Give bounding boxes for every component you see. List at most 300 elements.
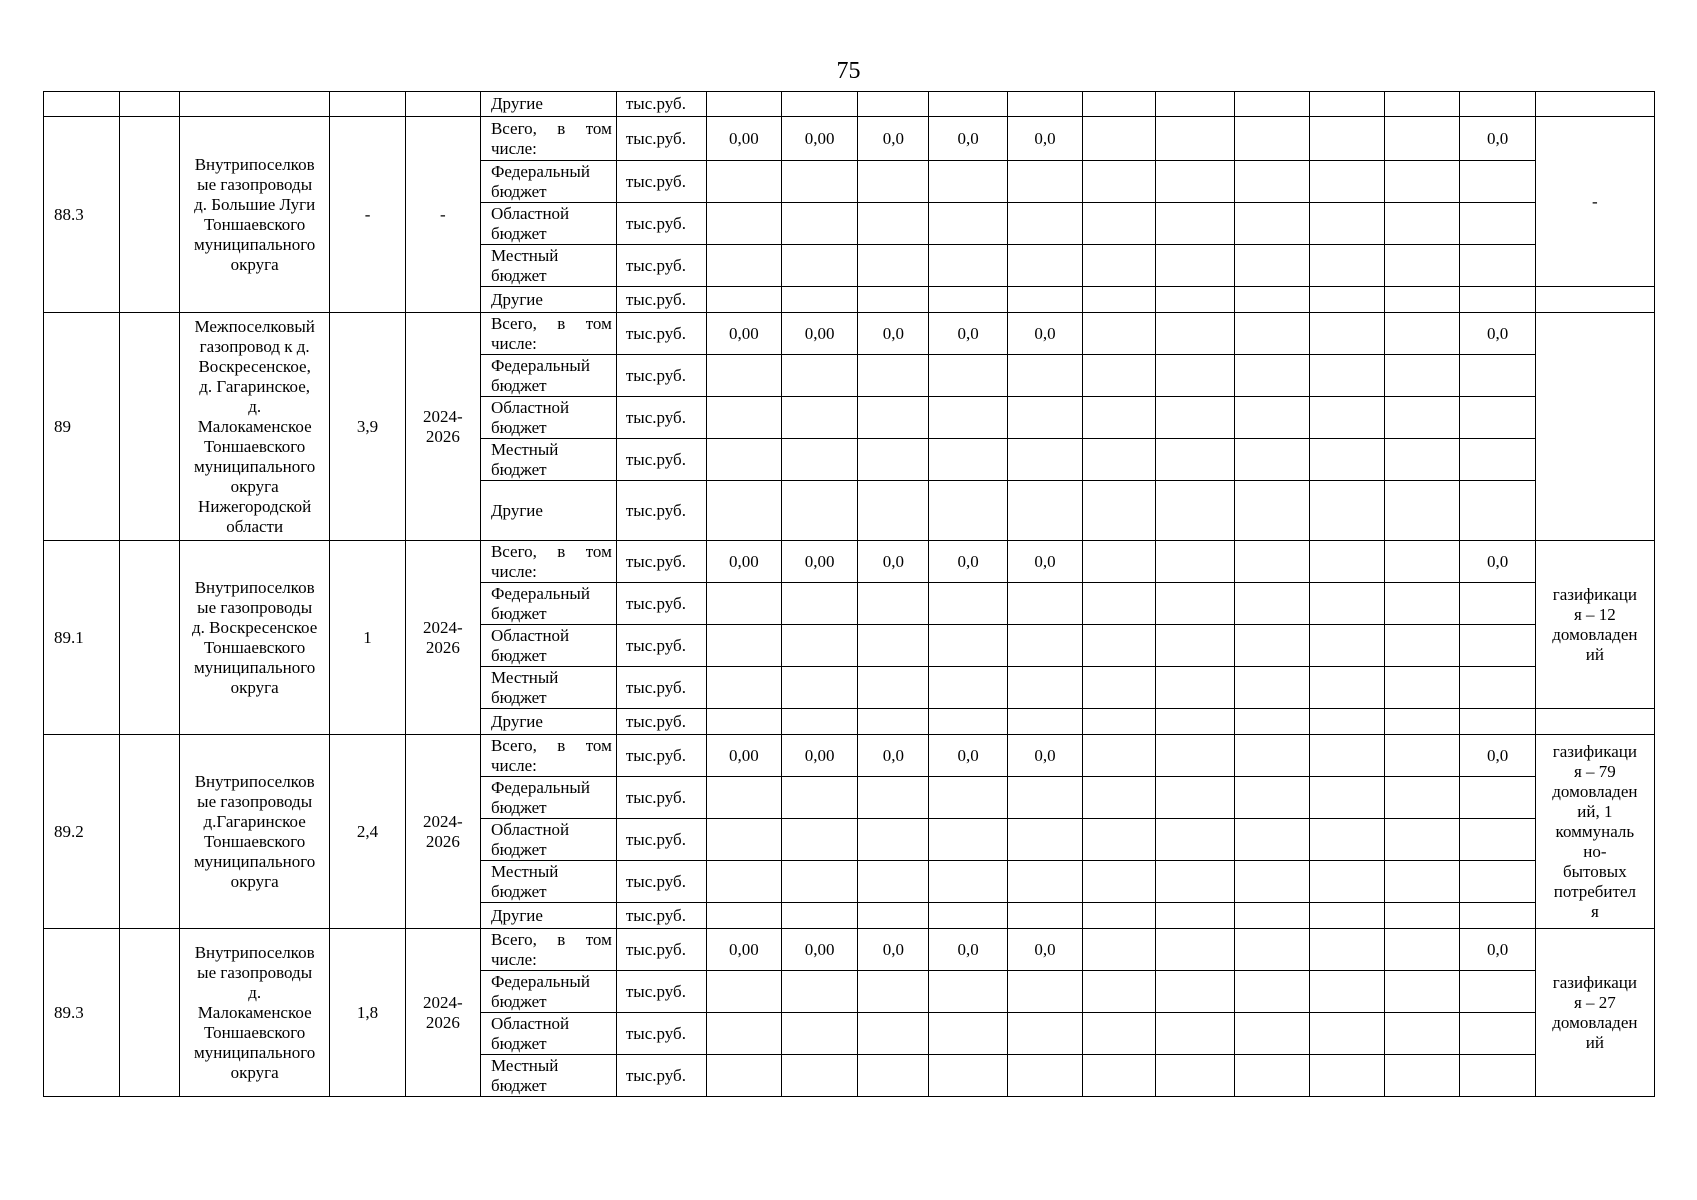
text-line: д. Большие Луги (194, 194, 316, 214)
text-line: газификаци (1552, 741, 1637, 761)
empty-cell (1309, 819, 1384, 861)
source-line: Федеральный (490, 355, 590, 375)
unit-cell: тыс.руб. (616, 903, 706, 929)
text-line: д. Гагаринское, (199, 376, 311, 396)
empty-cell (405, 92, 480, 117)
text-line: Внутрипоселков (194, 942, 315, 962)
empty-cell (1156, 735, 1234, 777)
item-number: 89 (44, 313, 120, 541)
unit-cell: тыс.руб. (616, 583, 706, 625)
funding-source (480, 1055, 616, 1097)
empty-cell (120, 541, 180, 735)
text-line: я – 12 (1573, 604, 1616, 624)
empty-cell (1156, 481, 1234, 541)
project-length: 2,4 (330, 735, 405, 929)
text-line: Тоншаевского (204, 214, 306, 234)
item-number: 89.2 (44, 735, 120, 929)
empty-cell (706, 819, 781, 861)
source-line: Областной (490, 819, 570, 839)
empty-cell (1460, 481, 1535, 541)
empty-cell (1234, 929, 1309, 971)
text-line: области (226, 516, 284, 536)
source-line: Федеральный (490, 777, 590, 797)
text-line: но- (1583, 841, 1607, 861)
empty-cell (1083, 861, 1156, 903)
empty-cell (929, 287, 1007, 313)
table-row (44, 313, 1655, 355)
empty-cell (120, 735, 180, 929)
project-length: 3,9 (330, 313, 405, 541)
empty-cell (706, 287, 781, 313)
empty-cell (1385, 355, 1460, 397)
empty-cell (929, 1055, 1007, 1097)
empty-cell (1309, 971, 1384, 1013)
empty-cell (929, 777, 1007, 819)
funding-source (480, 625, 616, 667)
total-value: 0,0 (1460, 735, 1535, 777)
project-name (179, 313, 330, 541)
empty-cell (1385, 667, 1460, 709)
empty-cell (706, 397, 781, 439)
empty-cell (1007, 777, 1082, 819)
total-value: 0,0 (1007, 541, 1082, 583)
empty-cell (1156, 861, 1234, 903)
empty-cell (858, 203, 929, 245)
empty-cell (706, 481, 781, 541)
source-line: бюджет (490, 265, 547, 285)
empty-cell (1007, 481, 1082, 541)
empty-cell (858, 709, 929, 735)
empty-cell (1385, 481, 1460, 541)
source-line: Федеральный (490, 971, 590, 991)
empty-cell (858, 903, 929, 929)
text-line: Тоншаевского (204, 637, 306, 657)
source-line: бюджет (490, 687, 547, 707)
empty-cell (706, 971, 781, 1013)
source-line: Другие (490, 711, 543, 731)
project-name (179, 735, 330, 929)
empty-cell (1156, 929, 1234, 971)
empty-cell (1007, 161, 1082, 203)
empty-cell (1385, 439, 1460, 481)
empty-cell (1156, 397, 1234, 439)
empty-cell (929, 355, 1007, 397)
empty-cell (1234, 971, 1309, 1013)
empty-cell (179, 92, 330, 117)
empty-cell (1309, 1013, 1384, 1055)
empty-cell (858, 625, 929, 667)
empty-cell (1083, 903, 1156, 929)
total-value: 0,0 (858, 929, 929, 971)
empty-cell (706, 1055, 781, 1097)
unit-cell: тыс.руб. (616, 92, 706, 117)
empty-cell (929, 1013, 1007, 1055)
item-number: 88.3 (44, 117, 120, 313)
empty-cell (1156, 583, 1234, 625)
source-line: бюджет (490, 881, 547, 901)
source-line: Всего, в том (490, 929, 612, 949)
empty-cell (1007, 583, 1082, 625)
empty-cell (782, 287, 858, 313)
empty-cell (706, 709, 781, 735)
empty-cell (858, 861, 929, 903)
text-line: ые газопроводы (197, 962, 313, 982)
period-start: 2024- (422, 406, 463, 426)
empty-cell (1309, 709, 1384, 735)
empty-cell (120, 929, 180, 1097)
empty-cell (1156, 92, 1234, 117)
empty-cell (706, 777, 781, 819)
empty-cell (1385, 541, 1460, 583)
empty-cell (1385, 397, 1460, 439)
empty-cell (929, 92, 1007, 117)
empty-cell (1460, 439, 1535, 481)
source-line: Местный (490, 667, 559, 687)
empty-cell (1309, 1055, 1384, 1097)
funding-source (480, 439, 616, 481)
text-line: Тоншаевского (204, 436, 306, 456)
empty-cell (1234, 903, 1309, 929)
total-value: 0,0 (1460, 929, 1535, 971)
table-row (44, 735, 1655, 777)
text-line: округа (230, 677, 279, 697)
result-cell (1535, 541, 1654, 709)
source-line: Областной (490, 625, 570, 645)
empty-cell (1460, 625, 1535, 667)
empty-cell (782, 397, 858, 439)
source-line: бюджет (490, 645, 547, 665)
source-line: бюджет (490, 991, 547, 1011)
total-value: 0,00 (706, 313, 781, 355)
source-line: Областной (490, 203, 570, 223)
empty-cell (706, 625, 781, 667)
empty-cell (1234, 541, 1309, 583)
empty-cell (858, 397, 929, 439)
empty-cell (858, 1013, 929, 1055)
text-line: ые газопроводы (197, 174, 313, 194)
text-line: ий (1585, 644, 1604, 664)
empty-cell (1234, 1013, 1309, 1055)
empty-cell (929, 667, 1007, 709)
empty-cell (1309, 92, 1384, 117)
table-row (44, 541, 1655, 583)
project-period (405, 117, 480, 313)
result-cell (1535, 735, 1654, 929)
empty-cell (1007, 819, 1082, 861)
empty-cell (1156, 541, 1234, 583)
empty-cell (782, 819, 858, 861)
empty-cell (1156, 709, 1234, 735)
source-line: Всего, в том (490, 541, 612, 561)
unit-cell: тыс.руб. (616, 313, 706, 355)
empty-cell (1007, 667, 1082, 709)
text-line: Внутрипоселков (194, 154, 315, 174)
empty-cell (1460, 971, 1535, 1013)
empty-cell (1234, 203, 1309, 245)
source-line: бюджет (490, 1033, 547, 1053)
funding-source (480, 541, 616, 583)
text-line: потребител (1553, 881, 1636, 901)
project-length: - (330, 117, 405, 313)
total-value: 0,0 (929, 929, 1007, 971)
empty-cell (1309, 355, 1384, 397)
empty-cell (1083, 819, 1156, 861)
funding-source (480, 861, 616, 903)
text-line: я – 79 (1573, 761, 1616, 781)
total-value: 0,00 (782, 735, 858, 777)
source-line: числе: (490, 333, 537, 353)
empty-cell (1083, 1055, 1156, 1097)
funding-source (480, 161, 616, 203)
empty-cell (1083, 625, 1156, 667)
empty-cell (1083, 929, 1156, 971)
empty-cell (1460, 583, 1535, 625)
unit-cell: тыс.руб. (616, 819, 706, 861)
period-end: 2026 (425, 426, 460, 446)
funding-source (480, 777, 616, 819)
empty-cell (1309, 541, 1384, 583)
source-line: Местный (490, 1055, 559, 1075)
text-line: муниципального (193, 234, 316, 254)
empty-cell (1156, 313, 1234, 355)
empty-cell (1309, 903, 1384, 929)
source-line: бюджет (490, 375, 547, 395)
empty-cell (1309, 287, 1384, 313)
empty-cell (1234, 397, 1309, 439)
funding-source (480, 1013, 616, 1055)
empty-cell (1007, 903, 1082, 929)
total-value: 0,00 (706, 735, 781, 777)
empty-cell (858, 971, 929, 1013)
empty-cell (1234, 355, 1309, 397)
empty-cell (1007, 245, 1082, 287)
empty-cell (1083, 203, 1156, 245)
empty-cell (929, 481, 1007, 541)
empty-cell (1309, 481, 1384, 541)
empty-cell (1460, 161, 1535, 203)
empty-cell (858, 777, 929, 819)
empty-cell (1234, 625, 1309, 667)
project-length: 1 (330, 541, 405, 735)
empty-cell (1385, 161, 1460, 203)
empty-cell (1234, 161, 1309, 203)
empty-cell (1309, 161, 1384, 203)
empty-cell (1156, 287, 1234, 313)
total-value: 0,00 (706, 117, 781, 161)
item-number: 89.3 (44, 929, 120, 1097)
project-period (405, 735, 480, 929)
text-line: округа (230, 254, 279, 274)
unit-cell: тыс.руб. (616, 541, 706, 583)
empty-cell (1385, 203, 1460, 245)
source-line: Всего, в том (490, 118, 612, 138)
empty-cell (1460, 709, 1535, 735)
empty-cell (1007, 92, 1082, 117)
result-cell (1535, 313, 1654, 541)
project-period (405, 541, 480, 735)
source-line: Другие (490, 500, 543, 520)
empty-cell (1385, 861, 1460, 903)
funding-source (480, 735, 616, 777)
funding-source (480, 583, 616, 625)
result-cell (1535, 117, 1654, 287)
project-length: 1,8 (330, 929, 405, 1097)
funding-source (480, 929, 616, 971)
text-line: Нижегородской (198, 496, 312, 516)
empty-cell (1083, 397, 1156, 439)
empty-cell (782, 777, 858, 819)
empty-cell (1460, 397, 1535, 439)
text-line: муниципального (193, 851, 316, 871)
total-value: 0,00 (782, 313, 858, 355)
unit-cell: тыс.руб. (616, 735, 706, 777)
empty-cell (782, 667, 858, 709)
empty-cell (858, 287, 929, 313)
text-line: домовладен (1552, 781, 1638, 801)
text-line: муниципального (193, 456, 316, 476)
empty-cell (1385, 777, 1460, 819)
period-end: 2026 (425, 831, 460, 851)
unit-cell: тыс.руб. (616, 161, 706, 203)
unit-cell: тыс.руб. (616, 355, 706, 397)
empty-cell (929, 709, 1007, 735)
empty-cell (1007, 203, 1082, 245)
unit-cell: тыс.руб. (616, 481, 706, 541)
empty-cell (1234, 245, 1309, 287)
unit-cell: тыс.руб. (616, 397, 706, 439)
total-value: 0,0 (858, 313, 929, 355)
empty-cell (1535, 709, 1654, 735)
page-number: 75 (836, 58, 861, 84)
empty-cell (929, 583, 1007, 625)
empty-cell (929, 903, 1007, 929)
empty-cell (1460, 667, 1535, 709)
text-line: ий (1585, 1032, 1604, 1052)
empty-cell (1156, 439, 1234, 481)
empty-cell (1385, 929, 1460, 971)
text-line: округа (230, 871, 279, 891)
source-line: Местный (490, 245, 559, 265)
empty-cell (858, 819, 929, 861)
empty-cell (782, 245, 858, 287)
source-line: бюджет (490, 603, 547, 623)
empty-cell (1385, 92, 1460, 117)
source-line: бюджет (490, 797, 547, 817)
empty-cell (1083, 541, 1156, 583)
total-value: 0,0 (1460, 541, 1535, 583)
funding-source (480, 287, 616, 313)
source-line: числе: (490, 138, 537, 158)
source-line: Другие (490, 905, 543, 925)
item-number: 89.1 (44, 541, 120, 735)
empty-cell (1234, 117, 1309, 161)
empty-cell (929, 203, 1007, 245)
text-line: д. (248, 396, 262, 416)
total-value: 0,0 (858, 735, 929, 777)
empty-cell (1156, 117, 1234, 161)
unit-cell: тыс.руб. (616, 625, 706, 667)
empty-cell (1083, 667, 1156, 709)
source-line: бюджет (490, 1075, 547, 1095)
empty-cell (1385, 287, 1460, 313)
empty-cell (1385, 117, 1460, 161)
empty-cell (1460, 777, 1535, 819)
text-line: домовладен (1552, 624, 1638, 644)
period-end: 2026 (425, 1012, 460, 1032)
empty-cell (1234, 667, 1309, 709)
empty-cell (706, 1013, 781, 1055)
text-line: домовладен (1552, 1012, 1638, 1032)
total-value: 0,0 (929, 313, 1007, 355)
total-value: 0,00 (782, 541, 858, 583)
total-value: 0,0 (1007, 735, 1082, 777)
empty-cell (1156, 355, 1234, 397)
empty-cell (1007, 355, 1082, 397)
empty-cell (1460, 1055, 1535, 1097)
total-value: 0,00 (782, 117, 858, 161)
source-cell: Другие (480, 92, 616, 117)
text-line: ые газопроводы (197, 597, 313, 617)
empty-cell (1309, 625, 1384, 667)
empty-cell (1460, 1013, 1535, 1055)
total-value: 0,00 (706, 929, 781, 971)
empty-cell (1007, 439, 1082, 481)
empty-cell (120, 92, 180, 117)
empty-cell (1460, 819, 1535, 861)
total-value: 0,0 (1460, 117, 1535, 161)
empty-cell (1234, 92, 1309, 117)
total-value: 0,0 (858, 541, 929, 583)
empty-cell (1007, 1055, 1082, 1097)
empty-cell (1156, 161, 1234, 203)
empty-cell (1156, 903, 1234, 929)
text-line: округа (230, 1062, 279, 1082)
source-line: бюджет (490, 839, 547, 859)
source-line: Местный (490, 861, 559, 881)
empty-cell (1309, 117, 1384, 161)
empty-cell (1385, 625, 1460, 667)
empty-cell (1083, 245, 1156, 287)
total-value: 0,0 (1007, 117, 1082, 161)
period-start: - (439, 204, 446, 224)
empty-cell (782, 161, 858, 203)
empty-cell (1385, 245, 1460, 287)
empty-cell (44, 92, 120, 117)
unit-cell: тыс.руб. (616, 709, 706, 735)
total-value: 0,0 (929, 117, 1007, 161)
empty-cell (1234, 735, 1309, 777)
total-value: 0,0 (1460, 313, 1535, 355)
unit-cell: тыс.руб. (616, 929, 706, 971)
text-line: газификаци (1552, 972, 1637, 992)
empty-cell (858, 439, 929, 481)
empty-cell (1156, 203, 1234, 245)
empty-cell (1460, 861, 1535, 903)
source-line: бюджет (490, 181, 547, 201)
funding-source (480, 709, 616, 735)
source-line: Другие (490, 289, 543, 309)
empty-cell (1007, 287, 1082, 313)
empty-cell (1083, 1013, 1156, 1055)
empty-cell (706, 355, 781, 397)
text-line: д. (248, 982, 262, 1002)
unit-cell: тыс.руб. (616, 1055, 706, 1097)
empty-cell (1385, 903, 1460, 929)
empty-cell (1460, 203, 1535, 245)
funding-source (480, 667, 616, 709)
text-line: газопровод к д. (199, 336, 310, 356)
empty-cell (1309, 929, 1384, 971)
